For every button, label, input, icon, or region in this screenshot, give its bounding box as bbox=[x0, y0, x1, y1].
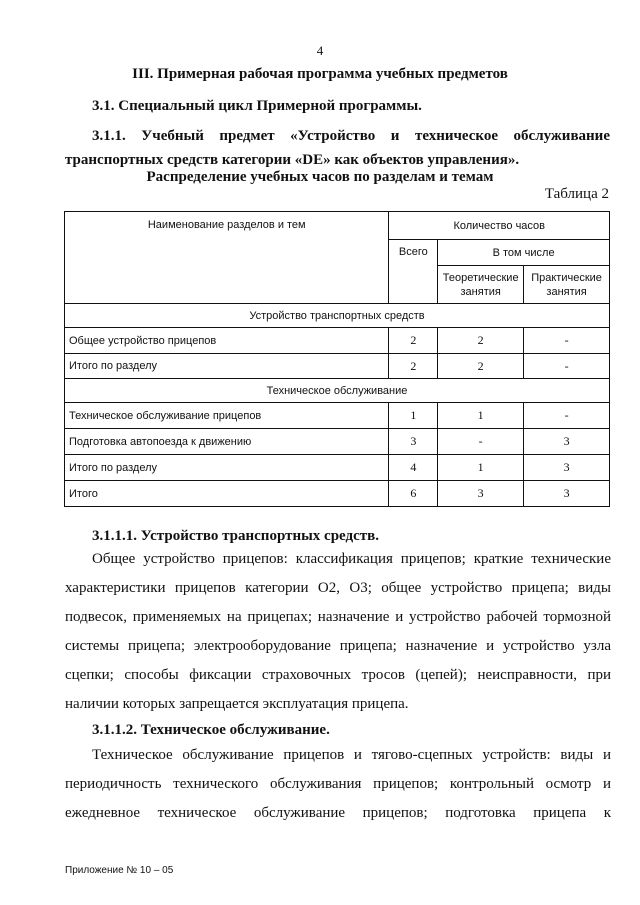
hours-table bbox=[64, 211, 610, 507]
table-row bbox=[65, 403, 610, 429]
section-row-2: Техническое обслуживание bbox=[65, 379, 610, 403]
section-row-1: Устройство транспортных средств bbox=[65, 304, 610, 328]
row-name: Подготовка автопоезда к движению bbox=[65, 429, 389, 455]
sub2-line: периодичность технического обслуживания прицепов; контрольный осмотр и bbox=[65, 776, 611, 792]
item-title-line-2: транспортных средств категории «DE» как объектов управления». bbox=[65, 152, 520, 168]
header-hours: Количество часов bbox=[389, 212, 610, 240]
table-row bbox=[65, 481, 610, 507]
row-practice: 3 bbox=[524, 481, 610, 507]
sub2-title: 3.1.1.2. Техническое обслуживание. bbox=[92, 722, 330, 738]
row-name: Техническое обслуживание прицепов bbox=[65, 403, 389, 429]
section-title: III. Примерная рабочая программа учебных предметов bbox=[132, 66, 508, 82]
row-total: 1 bbox=[389, 403, 438, 429]
sub1-line: подвесок, применяемых на прицепах; назначение и устройство рабочей тормозной bbox=[65, 609, 611, 625]
sub1-line: наличии которых запрещается эксплуатация прицепа. bbox=[65, 696, 409, 712]
sub1-line: сцепки; способы фиксации страховочных тросов (цепей); неисправности, при bbox=[65, 667, 611, 683]
table-row bbox=[65, 455, 610, 481]
row-total: 4 bbox=[389, 455, 438, 481]
sub1-line: характеристики прицепов категории О2, О3; общее устройство прицепа; виды bbox=[65, 580, 611, 596]
sub2-line: ежедневное техническое обслуживание прицепов; подготовка прицепа к bbox=[65, 805, 611, 821]
row-theory: 1 bbox=[438, 403, 524, 429]
header-including: В том числе bbox=[438, 240, 610, 266]
table-label: Таблица 2 bbox=[544, 186, 609, 202]
sub2-body bbox=[65, 741, 611, 828]
item-title bbox=[65, 124, 610, 172]
header-theory: Теоретические занятия bbox=[438, 266, 524, 304]
row-name: Итого по разделу bbox=[65, 455, 389, 481]
table-row bbox=[65, 429, 610, 455]
sub1-line: системы прицепа; электрооборудование прицепа; назначение и устройство узла bbox=[65, 638, 611, 654]
row-total: 6 bbox=[389, 481, 438, 507]
row-theory: 2 bbox=[438, 354, 524, 379]
page-number: 4 bbox=[316, 43, 324, 58]
row-theory: - bbox=[438, 429, 524, 455]
row-practice: - bbox=[524, 403, 610, 429]
distribution-title: Распределение учебных часов по разделам и темам bbox=[146, 169, 494, 185]
sub1-line: Общее устройство прицепов: классификация прицепов; краткие технические bbox=[92, 551, 611, 567]
row-theory: 3 bbox=[438, 481, 524, 507]
table-row bbox=[65, 328, 610, 354]
row-practice: 3 bbox=[524, 429, 610, 455]
row-name: Общее устройство прицепов bbox=[65, 328, 389, 354]
subsection-title: 3.1. Специальный цикл Примерной программы. bbox=[92, 98, 422, 114]
header-practice: Практические занятия bbox=[524, 266, 610, 304]
sub1-body bbox=[65, 545, 611, 719]
header-total: Всего bbox=[389, 240, 438, 304]
row-practice: 3 bbox=[524, 455, 610, 481]
row-name: Итого bbox=[65, 481, 389, 507]
sub1-title: 3.1.1.1. Устройство транспортных средств. bbox=[92, 528, 379, 544]
sub2-line: Техническое обслуживание прицепов и тягово-сцепных устройств: виды и bbox=[92, 747, 611, 763]
table-row bbox=[65, 354, 610, 379]
row-practice: - bbox=[524, 354, 610, 379]
row-total: 2 bbox=[389, 328, 438, 354]
row-theory: 2 bbox=[438, 328, 524, 354]
row-total: 3 bbox=[389, 429, 438, 455]
header-name: Наименование разделов и тем bbox=[65, 212, 389, 304]
item-title-line-1: 3.1.1. Учебный предмет «Устройство и техническое обслуживание bbox=[92, 128, 610, 144]
row-theory: 1 bbox=[438, 455, 524, 481]
row-name: Итого по разделу bbox=[65, 354, 389, 379]
footer-note: Приложение № 10 – 05 bbox=[65, 865, 174, 876]
row-total: 2 bbox=[389, 354, 438, 379]
row-practice: - bbox=[524, 328, 610, 354]
